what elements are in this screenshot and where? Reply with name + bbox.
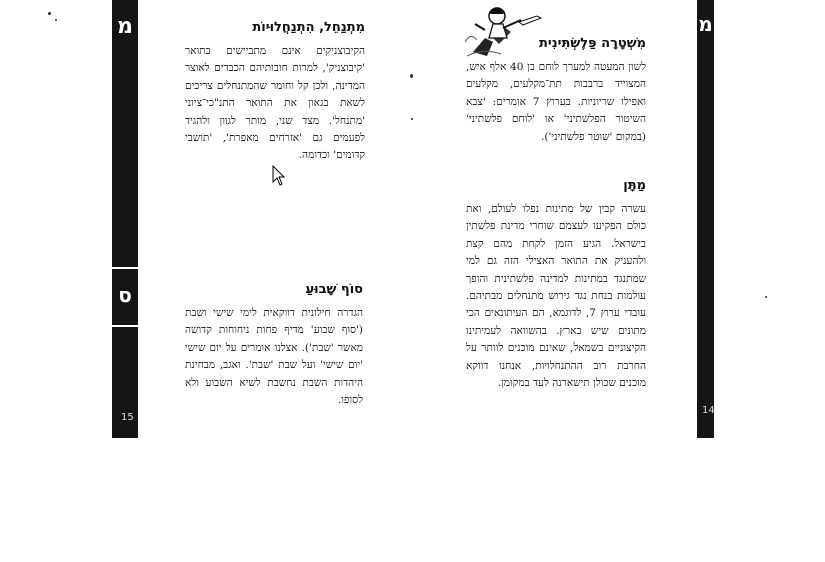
entry-mitnachel — [185, 20, 365, 165]
entry-matun — [466, 178, 646, 392]
entry-body: לשון המעטה למערך לוחם בן 40 אלף איש, המצוייד ברבבות תת־מקלעים, מקלעים ואפילו שריוניות. בערוץ 7 אומרים: 'צבא השיטור הפלשתיני' או 'לוחם פלשתיני' (במקום 'שוטר פלשתיני'). — [466, 61, 647, 143]
scan-speck — [411, 118, 413, 120]
right-thumb-tab — [697, 0, 714, 438]
scan-speck — [55, 19, 57, 21]
entry-body: עשרה קבין של מתינות נפלו לעולם, ואת כולם הפקיעו לעצמם שוחרי מדינת פלשתין בישראל. הגיע הזמן לקחת מהם קצת ולהעניק את התואר האצילי הזה גם למי שמתנגד במתינות למדינה פלשתינית והופך עולמות בנחת נגד גירוש מתנחלים מבתיהם. עובדי ערוץ 7, לדוגמא, הם העיתונאים הכי מתונים שיש בארץ. בהשוואה לעמיתינו הקיצוניים בשמאל, שאינם מוכנים לוותר על החרבת רוב ההתנחלויות, אנחנו דווקא מוכנים שכולן תישארנה לעד במקומן. — [466, 203, 646, 390]
entry-heading: מִתְנַחֵל, הִתְנַחֲלוּיוֹת — [252, 20, 365, 35]
entry-body: הקיבוצניקים אינם מתביישים בתואר 'קיבוצניק', למרות חובותיהם הכבדים לאוצר המדינה, ולכן קל וחומר שהמתנחלים צריכים לשאת בגאון את התואר התנ"כי־ציוני 'מתנחל'. מצד שני, מותר לגוון ולהגיד לפעמים גם 'אזרחים מאפרת', 'תושבי קדומים' וכדומה. — [185, 45, 365, 162]
entry-heading: מִשְׁטָרָה פַּלֶשְׂתִּינִית — [539, 36, 646, 51]
left-tab-section-letter: ס — [118, 283, 132, 307]
right-page-number: 14 — [702, 405, 715, 416]
left-tab-letter: מ — [117, 14, 133, 39]
mouse-pointer-icon — [272, 165, 286, 187]
entry-heading: מַתָּן — [623, 178, 646, 193]
entry-body: הגדרה חילונית דווקאית לימי שישי ושבת ('סוף שבוע' מדיף פחות ניחוחות קדושה מאשר 'שבת'). אצלנו אומרים על יום שישי 'יום שישי' ועל שבת 'שבת'. ואגב, מבחינת היהדות השבת נחשבת לשיא השבוע ולא לסופו. — [185, 307, 363, 407]
entry-sof-shavua — [185, 282, 363, 409]
left-page-number: 15 — [121, 412, 134, 423]
left-thumb-tab — [112, 0, 138, 438]
scan-speck — [48, 12, 51, 15]
entry-heading: סוֹף שָׁבוּעַ — [305, 282, 363, 297]
entry-mishtara-palestinit — [466, 36, 646, 146]
right-tab-letter: מ — [698, 12, 713, 36]
scan-speck — [765, 296, 767, 298]
scan-speck — [410, 74, 413, 78]
